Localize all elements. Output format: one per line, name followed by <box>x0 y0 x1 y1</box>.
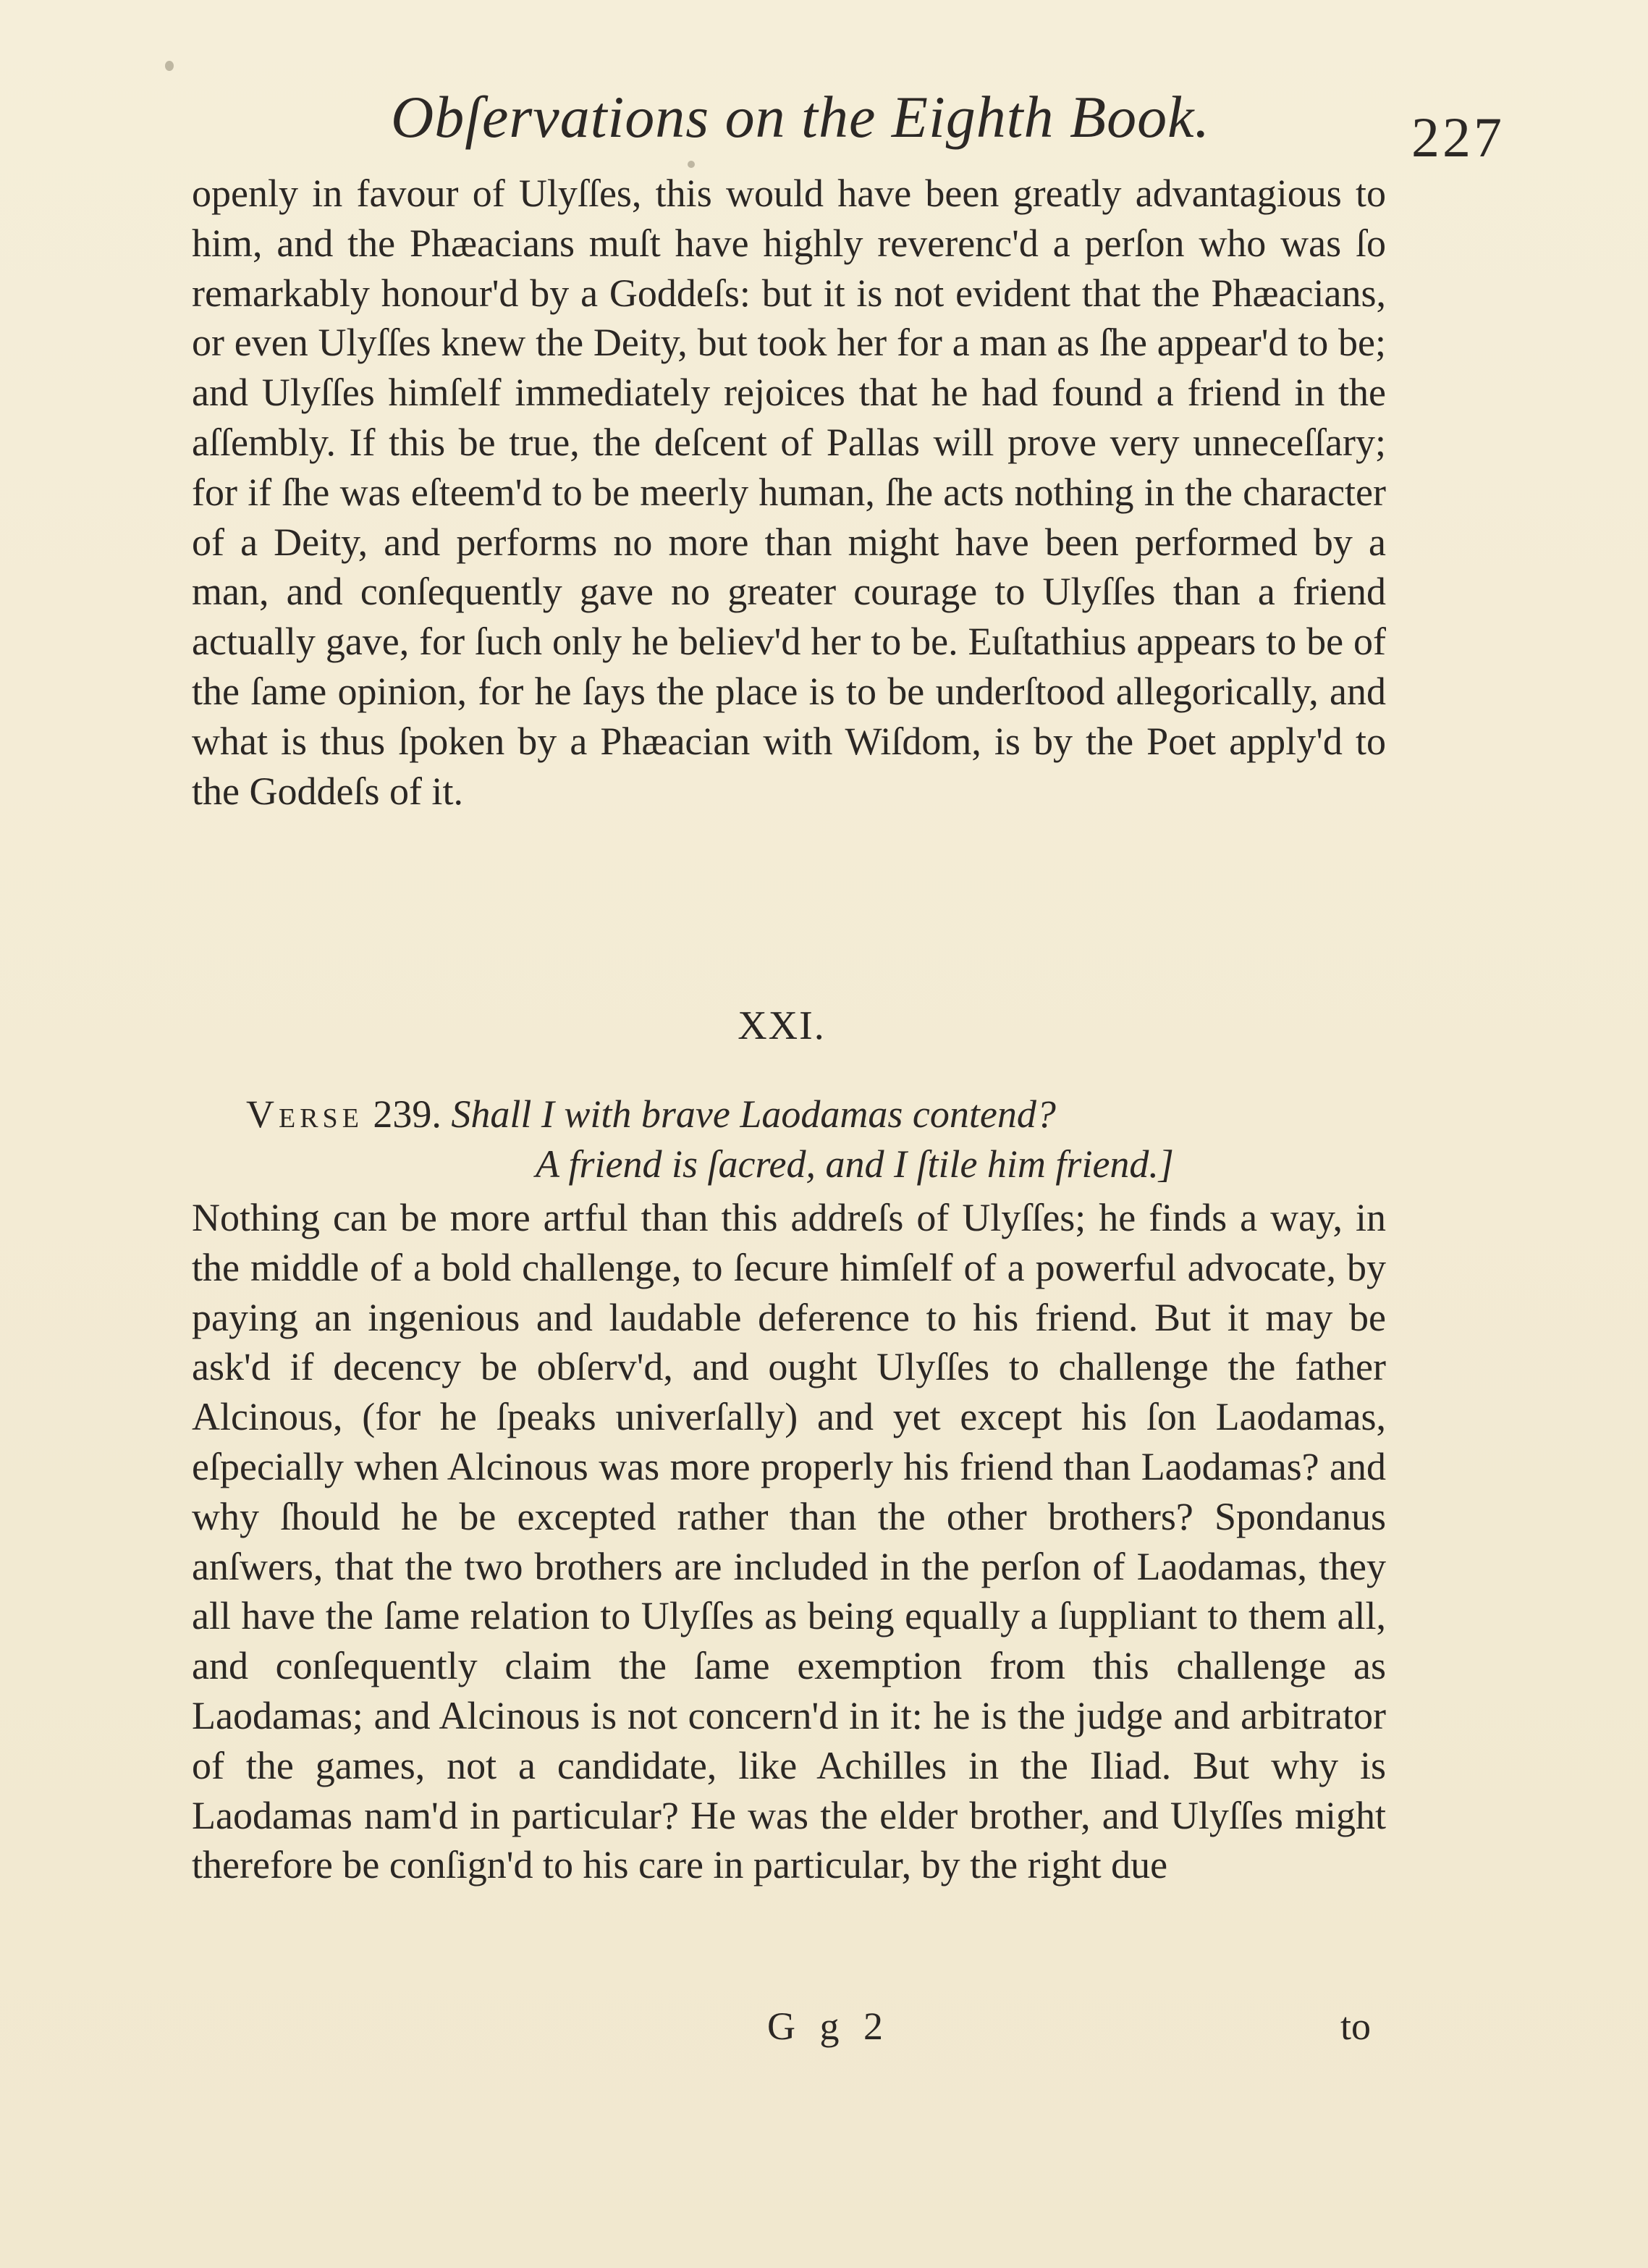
paragraph: openly in favour of Ulyſſes, this would have been greatly advantagious to him, and the Phæacians muſt have highly reverenc'd a perſon who was ſo remarkably honour'd by a Goddeſs: but it is not evident that the Phæacians, or even Ulyſſes knew the Deity, but took her for a man as ſhe appear'd to be; and Ulyſſes himſelf immediately rejoices that he had found a friend in the aſſembly. If this be true, the deſcent of Pallas will prove very unneceſſary; for if ſhe was eſteem'd to be meerly human, ſhe acts nothing in the character of a Deity, and performs no more than might have been performed by a man, and conſequently gave no greater courage to Ulyſſes than a friend actually gave, for ſuch only he believ'd her to be. Euſtathius appears to be of the ſame opinion, for he ſays the place is to be underſtood allegorically, and what is thus ſpoken by a Phæacian with Wiſdom, is by the Poet apply'd to the Goddeſs of it. <box>192 172 1386 813</box>
section-number: XXI. <box>738 1003 826 1048</box>
catchword: to <box>1340 2004 1372 2048</box>
paragraph: Nothing can be more artful than this addreſs of Ulyſſes; he finds a way, in the middle of a bold challenge, to ſecure himſelf of a powerful advocate, by paying an ingenious and laudable deference to his friend. But it may be ask'd if decency be obſerv'd, and ought Ulyſſes to challenge the father Alcinous, (for he ſpeaks univerſally) and yet except his ſon Laodamas, eſpecially when Alcinous was more properly his friend than Laodamas? and why ſhould he be excepted rather than the other brothers? Spondanus anſwers, that the two brothers are included in the perſon of Laodamas, they all have the ſame relation to Ulyſſes as being equally a ſuppliant to them all, and conſequently claim the ſame exemption from this challenge as Laodamas; and Alcinous is not concern'd in it: he is the judge and arbitrator of the games, not a candidate, like Achilles in the Iliad. But why is Laodamas nam'd in particular? He was the elder brother, and Ulyſſes might therefore be conſign'd to his care in particular, by the right due <box>192 1196 1386 1887</box>
verse-number: 239. <box>373 1092 441 1136</box>
body-text-bottom <box>192 1193 1386 2011</box>
ink-spot-mark <box>165 61 174 71</box>
signature-mark: G g 2 <box>767 2004 890 2048</box>
body-text-top <box>192 169 1386 950</box>
running-title: Obſervations on the Eighth Book. <box>391 84 1210 150</box>
verse-quote-line-2: A friend is ſacred, and I ſtile him friend.] <box>536 1142 1174 1186</box>
page-number: 227 <box>1411 106 1505 169</box>
verse-reference-line <box>246 1092 1404 1137</box>
ink-spot-mark <box>688 161 695 168</box>
verse-label: Verse <box>246 1092 363 1136</box>
verse-quote-line-1: Shall I with brave Laodamas contend? <box>451 1092 1056 1136</box>
